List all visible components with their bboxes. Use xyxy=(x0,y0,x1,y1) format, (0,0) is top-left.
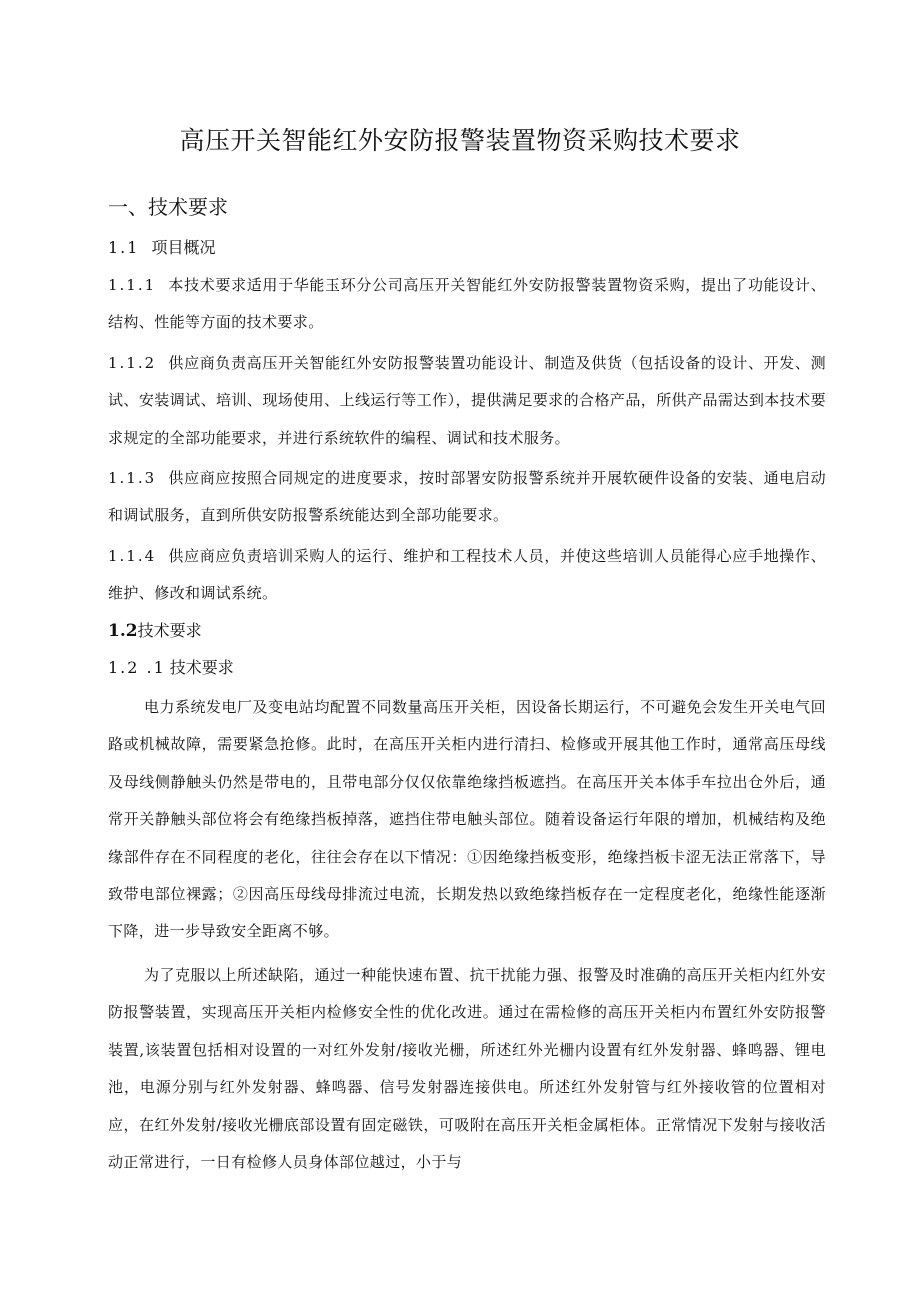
section-1-2-heading xyxy=(108,619,826,643)
section-number: 1.2 .1 xyxy=(108,658,166,677)
clause-number: 1.1.3 xyxy=(108,469,157,487)
section-title: 技术要求 xyxy=(137,621,202,640)
clause-text: 供应商应按照合同规定的进度要求，按时部署安防报警系统并开展软硬件设备的安装、通电启动和调试服务，直到所供安防报警系统能达到全部功能要求。 xyxy=(108,469,826,525)
clause-number: 1.1.2 xyxy=(108,354,157,372)
clause-number: 1.1.4 xyxy=(108,547,157,565)
section-title: 技术要求 xyxy=(169,658,234,677)
section-heading-1: 一、技术要求 xyxy=(108,195,228,219)
clause-text: 供应商负责高压开关智能红外安防报警装置功能设计、制造及供货（包括设备的设计、开发、测试、安装调试、培训、现场使用、上线运行等工作），提供满足要求的合格产品，所供产品需达到本技术要求规定的全部功能要求，并进行系统软件的编程、调试和技术服务。 xyxy=(108,354,826,447)
clause-1-1-2 xyxy=(108,345,826,457)
document-title: 高压开关智能红外安防报警装置物资采购技术要求 xyxy=(179,126,741,155)
body-paragraph-1: 电力系统发电厂及变电站均配置不同数量高压开关柜，因设备长期运行，不可避免会发生开关电气回路或机械故障，需要紧急抢修。此时，在高压开关柜内进行清扫、检修或开展其他工作时，通常高压母线及母线侧静触头仍然是带电的，且带电部分仅仅依靠绝缘挡板遮挡。在高压开关本体手车拉出仓外后，通常开关静触头部位将会有绝缘挡板掉落，遮挡住带电触头部位。随着设备运行年限的增加，机械结构及绝缘部件存在不同程度的老化，往往会存在以下情况：①因绝缘挡板变形，绝缘挡板卡涩无法正常落下，导致带电部位裸露；②因高压母线母排流过电流，长期发热以致绝缘挡板存在一定程度老化，绝缘性能逐渐下降，进一步导致安全距离不够。 xyxy=(108,698,826,941)
section-title: 项目概况 xyxy=(151,238,216,257)
clause-1-1-4 xyxy=(108,538,826,613)
body-paragraph-2: 为了克服以上所述缺陷，通过一种能快速布置、抗干扰能力强、报警及时准确的高压开关柜内红外安防报警装置，实现高压开关柜内检修安全性的优化改进。通过在需检修的高压开关柜内布置红外安防报警装置,该装置包括相对设置的一对红外发射/接收光栅，所述红外光栅内设置有红外发射器、蜂鸣器、锂电池，电源分别与红外发射器、蜂鸣器、信号发射器连接供电。所述红外发射管与红外接收管的位置相对应，在红外发射/接收光栅底部设置有固定磁铁，可吸附在高压开关柜金属柜体。正常情况下发射与接收活动正常进行，一日有检修人员身体部位越过，小于与 xyxy=(108,966,826,1172)
section-number: 1.2 xyxy=(108,621,138,641)
clause-text: 本技术要求适用于华能玉环分公司高压开关智能红外安防报警装置物资采购，提出了功能设计、结构、性能等方面的技术要求。 xyxy=(108,276,826,332)
section-1-2-1-heading xyxy=(108,656,826,680)
clause-1-1-1 xyxy=(108,267,826,342)
clause-1-1-3 xyxy=(108,460,826,535)
clause-number: 1.1.1 xyxy=(108,276,157,294)
section-1-1-heading xyxy=(108,236,826,260)
clause-text: 供应商应负责培训采购人的运行、维护和工程技术人员，并使这些培训人员能得心应手地操作、维护、修改和调试系统。 xyxy=(108,547,826,603)
section-number: 1.1 xyxy=(108,238,140,257)
